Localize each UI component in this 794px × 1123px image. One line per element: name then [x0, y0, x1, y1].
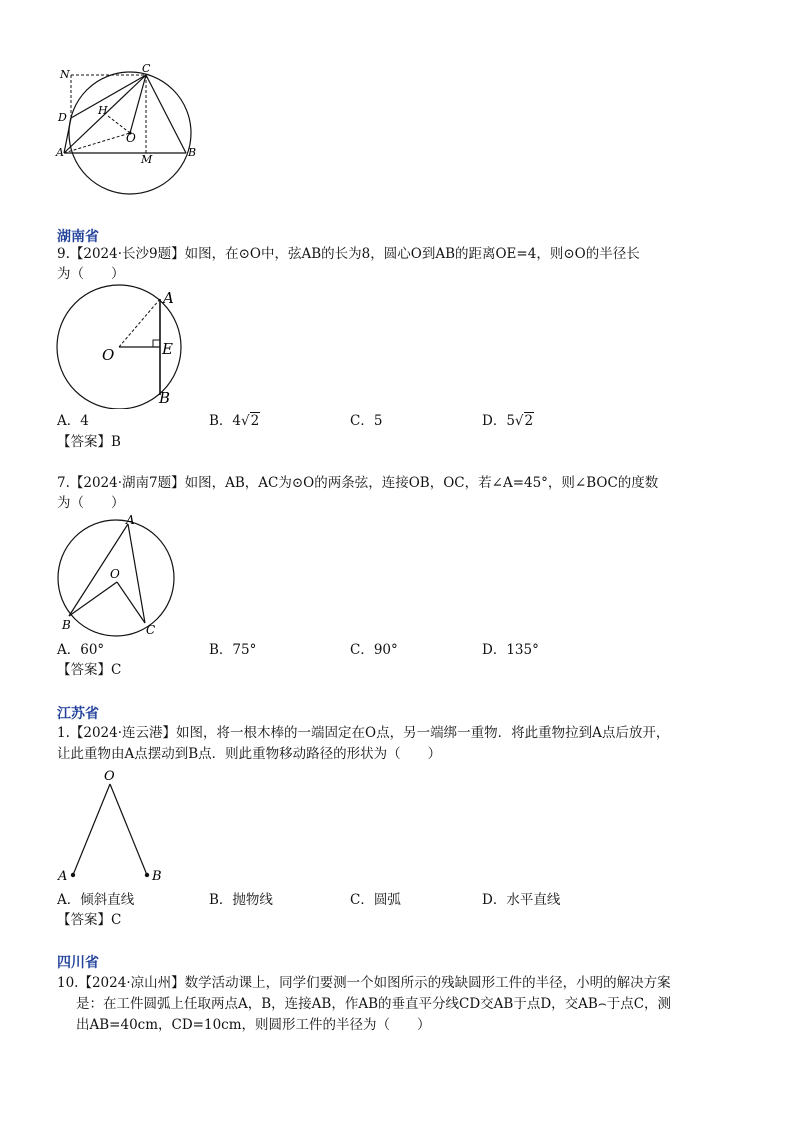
point-label-H: H	[98, 104, 108, 117]
point-label-N: N	[60, 68, 70, 81]
point-label-A: A	[58, 869, 68, 884]
point-label-B: B	[62, 618, 71, 632]
q1-answer: 【答案】C	[57, 912, 122, 928]
q1-text-line1: 1.【2024·连云港】如图，将一根木棒的一端固定在O点，另一端绑一重物．将此重物拉到A点后放开，	[57, 725, 670, 741]
point-label-C: C	[142, 62, 151, 75]
q1-option-d: D．水平直线	[482, 892, 561, 908]
point-label-B: B	[188, 146, 197, 159]
q9-circle-figure	[52, 284, 187, 409]
point-label-A: A	[126, 513, 135, 527]
q7-option-d: D．135°	[482, 642, 539, 658]
point-label-O: O	[104, 769, 115, 784]
point-label-A: A	[56, 146, 64, 159]
q10-text-line3: 出AB=40cm，CD=10cm，则圆形工件的半径为（ ）	[76, 1017, 431, 1033]
q7-answer: 【答案】C	[57, 662, 122, 678]
point-label-D: D	[58, 111, 67, 124]
q9-text-line1: 9.【2024·长沙9题】如图，在⊙O中，弦AB的长为8，圆心O到AB的距离OE=4，则⊙O的半径长	[57, 246, 640, 262]
section-heading-jiangsu: 江苏省	[57, 706, 99, 722]
q1-option-a: A．倾斜直线	[57, 892, 135, 908]
q10-text-line1: 10.【2024·凉山州】数学活动课上，同学们要测一个如图所示的残缺圆形工件的半径，小明的解决方案	[57, 975, 671, 991]
point-label-A: A	[163, 289, 174, 307]
q1-option-b: B．抛物线	[209, 892, 273, 908]
section-heading-sichuan: 四川省	[57, 955, 99, 971]
point-label-E: E	[162, 340, 173, 358]
q7-option-b: B．75°	[209, 642, 257, 658]
point-label-C: C	[146, 623, 156, 637]
point-label-M: M	[141, 153, 153, 166]
section-heading-hunan: 湖南省	[57, 229, 99, 245]
q9-option-a: A．4	[57, 413, 89, 429]
point-label-O: O	[126, 131, 136, 145]
q1-option-c: C．圆弧	[350, 892, 401, 908]
q9-option-b: B．4√2	[209, 413, 260, 429]
q7-text-line2: 为（ ）	[57, 495, 125, 511]
q9-answer: 【答案】B	[57, 434, 121, 450]
q7-text-line1: 7.【2024·湖南7题】如图，AB，AC为⊙O的两条弦，连接OB，OC，若∠A=45°，则∠BOC的度数	[57, 475, 659, 491]
q9-text-line2: 为（ ）	[57, 266, 125, 282]
point-label-O: O	[102, 346, 115, 364]
q9-option-c: C．5	[350, 413, 383, 429]
q10-text-line2: 是：在工件圆弧上任取两点A，B，连接AB，作AB的垂直平分线CD交AB于点D，交AB⌢于点C，测	[76, 996, 672, 1012]
q7-circle-figure	[52, 512, 182, 640]
q7-option-a: A．60°	[57, 642, 105, 658]
q1-text-line2: 让此重物由A点摆动到B点．则此重物移动路径的形状为（ ）	[57, 746, 442, 762]
q1-pendulum-figure	[52, 765, 172, 890]
point-label-O: O	[110, 567, 120, 581]
q7-option-c: C．90°	[350, 642, 398, 658]
point-label-B: B	[159, 389, 171, 407]
q9-option-d: D．5√2	[482, 413, 534, 429]
point-label-B: B	[152, 869, 162, 884]
top-geometry-figure	[50, 58, 210, 198]
